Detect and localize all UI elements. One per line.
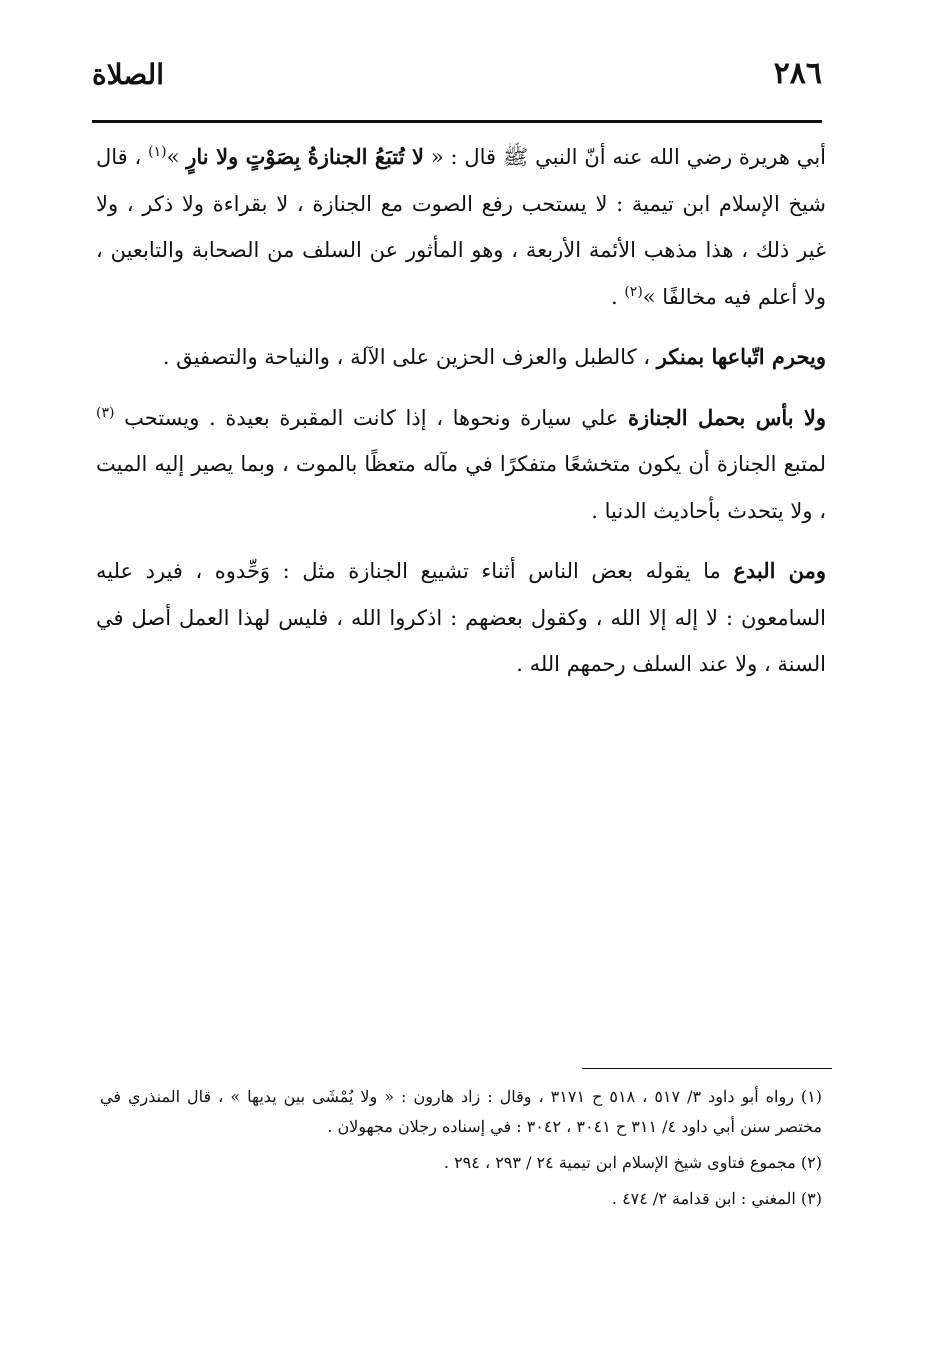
footnote-divider <box>582 1068 832 1069</box>
footnote-1: (١) رواه أبو داود ٣/ ٥١٧ ، ٥١٨ ح ٣١٧١ ، وقال : زاد هارون : « ولا يُمْشَى بين يديها » ، قال المنذري في مختصر سنن أبي داود ٤/ ٣١١ ح ٣٠٤١ ، ٣٠٤٢ : في إسناده رجلان مجهولان . <box>100 1087 823 1136</box>
page-number: ٢٨٦ <box>773 56 822 91</box>
p1-text-d: . <box>610 284 625 309</box>
footnote-3: (٣) المغني : ابن قدامة ٢/ ٤٧٤ . <box>611 1189 822 1208</box>
p3-heading: ولا بأس بحمل الجنازة <box>627 404 826 430</box>
p1-text-a: أبي هريرة رضي الله عنه أنّ النبي ﷺ قال : « <box>424 145 826 169</box>
footnote-ref-3: (٣) <box>96 404 115 421</box>
p2-heading: ويحرم اتّباعها بمنكر <box>656 344 826 369</box>
footnote-2: (٢) مجموع فتاوى شيخ الإسلام ابن تيمية ٢٤ / ٢٩٣ ، ٢٩٤ . <box>443 1153 822 1172</box>
p3-text: علي سيارة ونحوها ، إذا كانت المقبرة بعيدة . ويستحب <box>114 405 628 430</box>
paragraph-carrying <box>96 395 826 535</box>
footnotes <box>100 1082 822 1220</box>
hadith-quote: لا تُتبَعُ الجنازةُ بِصَوْتٍ ولا نارٍ <box>186 144 425 169</box>
p1-text-c: ، قال شيخ الإسلام ابن تيمية : لا يستحب رفع الصوت مع الجنازة ، لا بقراءة ولا ذكر ، ولا غير ذلك ، هذا مذهب الأئمة الأربعة ، وهو المأثور عن السلف من الصحابة والتابعين ، ولا أعلم فيه مخالفًا » <box>96 145 826 309</box>
p1-text-b: » <box>166 145 187 169</box>
paragraph-prohibition <box>96 334 826 381</box>
paragraph-hadith <box>96 134 826 320</box>
chapter-title: الصلاة <box>92 58 164 91</box>
footnote-ref-2: (٢) <box>624 283 643 300</box>
p3-text-2: لمتبع الجنازة أن يكون متخشعًا متفكرًا في مآله متعظًا بالموت ، وبما يصير إليه الميت ، ولا يتحدث بأحاديث الدنيا . <box>96 452 826 523</box>
paragraph-innovations <box>96 548 826 688</box>
main-text <box>96 134 826 702</box>
p2-text: ، كالطبل والعزف الحزين على الآلة ، والنياحة والتصفيق . <box>162 345 657 369</box>
header-divider <box>92 120 822 123</box>
page-header <box>92 56 822 104</box>
footnote-ref-1: (١) <box>148 144 167 160</box>
p4-text: ما يقوله بعض الناس أثناء تشييع الجنازة مثل : وَحِّدوه ، فيرد عليه السامعون : لا إله إلا الله ، وكقول بعضهم : اذكروا الله ، فليس لهذا العمل أصل في السنة ، ولا عند السلف رحمهم الله . <box>96 559 826 676</box>
p4-heading: ومن البدع <box>733 558 826 583</box>
